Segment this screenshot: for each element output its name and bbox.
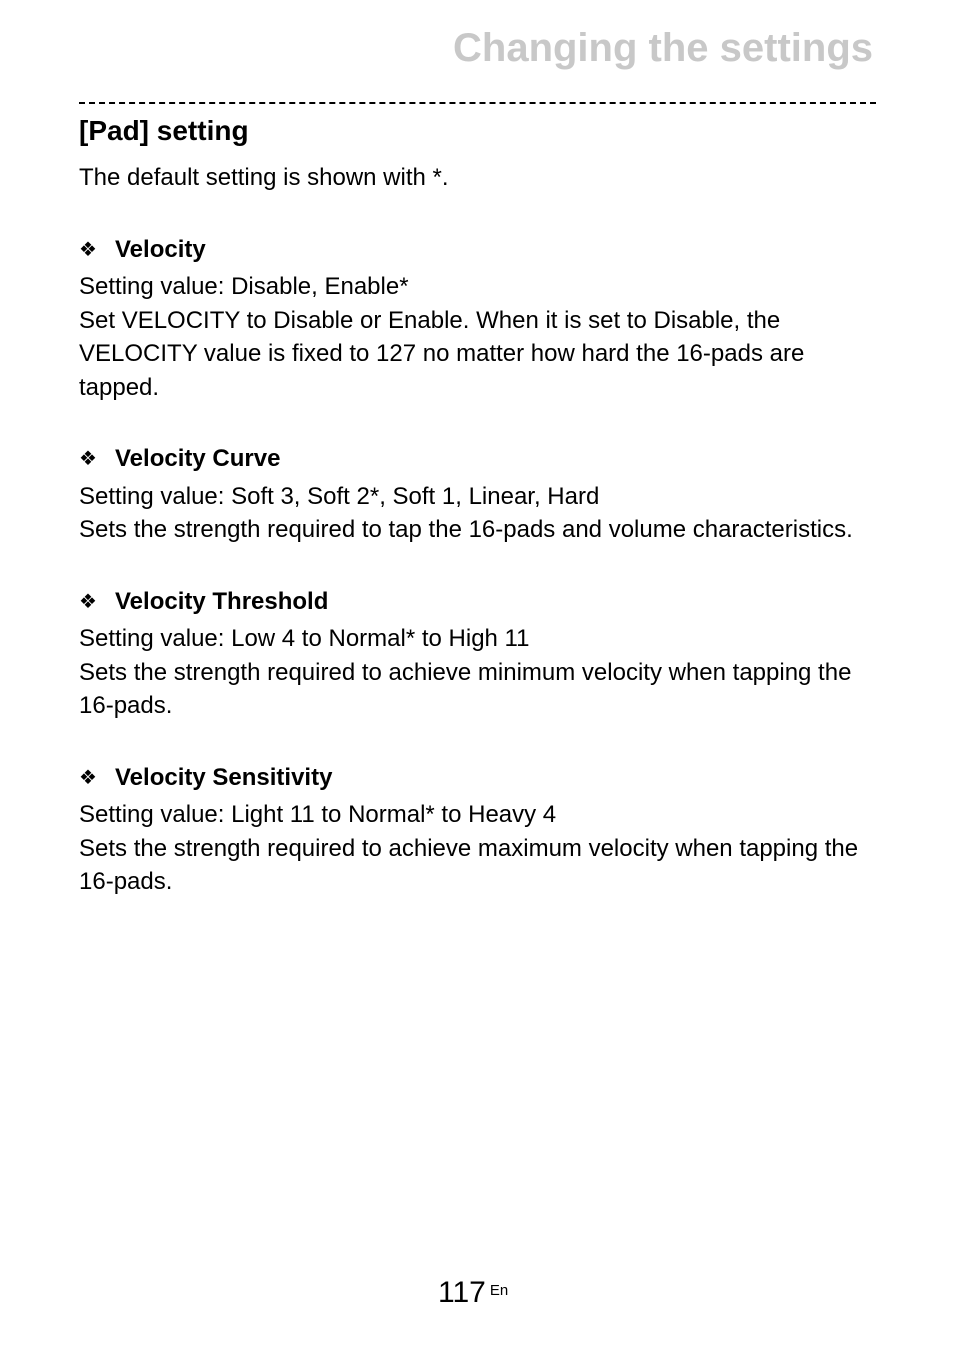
setting-item-velocity-curve	[79, 442, 879, 547]
page-number-value: 117	[438, 1276, 486, 1309]
page-language: En	[489, 1282, 509, 1299]
section-title: [Pad] setting	[79, 115, 249, 146]
header-divider	[79, 102, 876, 104]
page-header-title: Changing the settings	[453, 26, 873, 70]
setting-heading: Velocity Sensitivity	[115, 763, 333, 791]
section-intro: The default setting is shown with *.	[79, 164, 449, 191]
setting-value: Setting value: Disable, Enable*	[79, 273, 409, 300]
page-number	[438, 1276, 508, 1310]
setting-value: Setting value: Soft 3, Soft 2*, Soft 1, Linear, Hard	[79, 482, 600, 510]
setting-heading: Velocity	[115, 235, 206, 263]
setting-heading: Velocity Threshold	[115, 587, 329, 615]
setting-item-velocity-threshold	[79, 585, 879, 723]
setting-item-velocity	[79, 233, 879, 405]
setting-description: Sets the strength required to achieve maximum velocity when tapping the 16-pads.	[79, 834, 859, 895]
setting-description: Sets the strength required to tap the 16-pads and volume characteristics.	[79, 516, 853, 543]
setting-description: Sets the strength required to achieve minimum velocity when tapping the 16-pads.	[79, 658, 852, 719]
setting-heading: Velocity Curve	[115, 445, 281, 472]
setting-value: Setting value: Low 4 to Normal* to High 11	[79, 625, 530, 652]
setting-description: Set VELOCITY to Disable or Enable. When it is set to Disable, the VELOCITY value is fixed to 127 no matter how hard the 16-pads are tapped.	[79, 306, 805, 401]
main-content	[79, 114, 879, 899]
diamond-bullet-icon: ❖	[79, 764, 97, 789]
setting-item-velocity-sensitivity	[79, 761, 879, 899]
diamond-bullet-icon: ❖	[79, 236, 97, 261]
diamond-bullet-icon: ❖	[79, 446, 97, 470]
diamond-bullet-icon: ❖	[79, 588, 97, 613]
setting-value: Setting value: Light 11 to Normal* to Heavy 4	[79, 801, 557, 828]
